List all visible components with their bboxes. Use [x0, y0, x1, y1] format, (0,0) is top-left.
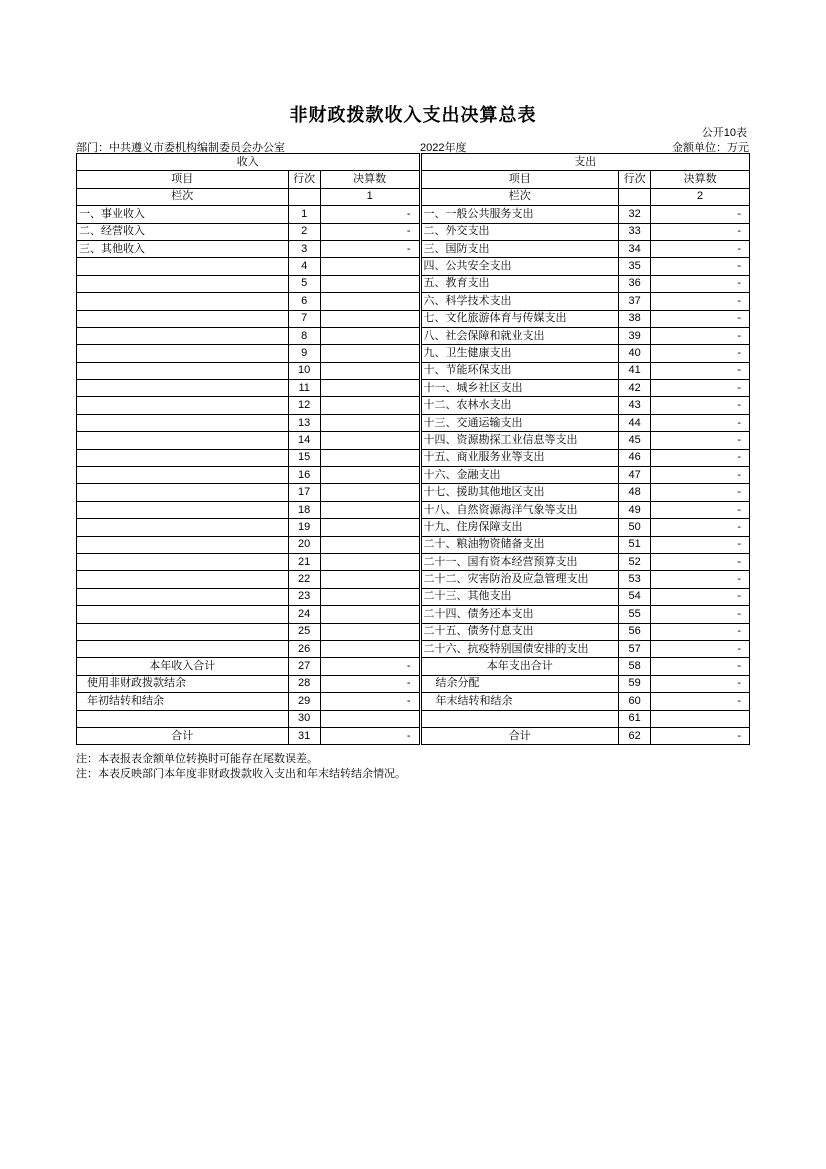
table-row: [77, 345, 750, 362]
table-row: [77, 310, 750, 327]
table-row: [77, 397, 750, 414]
meta-bar: [76, 139, 749, 153]
income-summary-item: 合计: [77, 727, 289, 744]
income-amount: [320, 640, 419, 657]
income-row-number: 17: [288, 484, 320, 501]
summary-row: [77, 710, 750, 727]
income-amount: -: [320, 693, 419, 710]
expense-rowno-header: 行次: [618, 171, 650, 188]
income-amount: -: [320, 206, 419, 223]
expense-row-number: 37: [618, 293, 650, 310]
income-amount: -: [320, 658, 419, 675]
expense-amount: -: [651, 380, 750, 397]
income-rowno-index: [288, 188, 320, 205]
expense-amount: -: [651, 623, 750, 640]
income-column-label: 栏次: [77, 188, 289, 205]
expense-row-number: 55: [618, 606, 650, 623]
table-row: [77, 606, 750, 623]
expense-row-number: 54: [618, 588, 650, 605]
expense-item: 一、一般公共服务支出: [421, 206, 618, 223]
expense-item: 九、卫生健康支出: [421, 345, 618, 362]
table-row: [77, 467, 750, 484]
income-row-number: 19: [288, 519, 320, 536]
expense-row-number: 32: [618, 206, 650, 223]
income-row-number: 12: [288, 397, 320, 414]
income-row-number: 5: [288, 275, 320, 292]
expense-row-number: 62: [618, 727, 650, 744]
expense-amount: -: [651, 640, 750, 657]
income-item: [77, 345, 289, 362]
notes: [76, 752, 406, 782]
expense-summary-item: 本年支出合计: [421, 658, 618, 675]
income-col-index: 1: [320, 188, 419, 205]
expense-amount: -: [651, 449, 750, 466]
expense-row-number: 38: [618, 310, 650, 327]
income-amount: [320, 362, 419, 379]
income-amount: -: [320, 223, 419, 240]
income-amount: [320, 501, 419, 518]
income-item: [77, 414, 289, 431]
income-row-number: 7: [288, 310, 320, 327]
income-row-number: 13: [288, 414, 320, 431]
expense-row-number: 59: [618, 675, 650, 692]
income-item: [77, 397, 289, 414]
income-row-number: 11: [288, 380, 320, 397]
income-row-number: 9: [288, 345, 320, 362]
income-item: [77, 588, 289, 605]
income-amount: [320, 484, 419, 501]
expense-item: 十二、农林水支出: [421, 397, 618, 414]
income-amount: [320, 467, 419, 484]
income-header: 收入: [77, 154, 420, 171]
income-item: [77, 571, 289, 588]
table-row: [77, 519, 750, 536]
table-row: [77, 293, 750, 310]
header-row-sections: [77, 154, 750, 171]
income-amount: [320, 588, 419, 605]
income-amount: [320, 327, 419, 344]
expense-item: 八、社会保障和就业支出: [421, 327, 618, 344]
income-amount: [320, 710, 419, 727]
table-row: [77, 449, 750, 466]
income-row-number: 28: [288, 675, 320, 692]
expense-item: 二十六、抗疫特别国债安排的支出: [421, 640, 618, 657]
expense-item: 十一、城乡社区支出: [421, 380, 618, 397]
income-amount: [320, 606, 419, 623]
expense-amount: [651, 710, 750, 727]
expense-amount: -: [651, 484, 750, 501]
income-amount: [320, 380, 419, 397]
table-row: [77, 432, 750, 449]
table-row: [77, 484, 750, 501]
expense-amount: -: [651, 536, 750, 553]
expense-amount: -: [651, 519, 750, 536]
income-row-number: 22: [288, 571, 320, 588]
income-row-number: 8: [288, 327, 320, 344]
expense-col-index: 2: [651, 188, 750, 205]
expense-row-number: 58: [618, 658, 650, 675]
income-row-number: 14: [288, 432, 320, 449]
expense-amount: -: [651, 414, 750, 431]
income-amount: -: [320, 727, 419, 744]
income-item: [77, 484, 289, 501]
income-amount: [320, 571, 419, 588]
expense-row-number: 56: [618, 623, 650, 640]
income-row-number: 24: [288, 606, 320, 623]
expense-amount: -: [651, 258, 750, 275]
income-item: [77, 501, 289, 518]
income-item: 三、其他收入: [77, 240, 289, 257]
expense-amount-header: 决算数: [651, 171, 750, 188]
income-row-number: 25: [288, 623, 320, 640]
expense-row-number: 47: [618, 467, 650, 484]
expense-row-number: 61: [618, 710, 650, 727]
table-row: [77, 571, 750, 588]
income-amount: [320, 623, 419, 640]
expense-row-number: 50: [618, 519, 650, 536]
income-row-number: 4: [288, 258, 320, 275]
income-item: [77, 362, 289, 379]
income-row-number: 29: [288, 693, 320, 710]
expense-row-number: 53: [618, 571, 650, 588]
income-amount: -: [320, 675, 419, 692]
expense-amount: -: [651, 275, 750, 292]
income-amount: [320, 553, 419, 570]
income-rowno-header: 行次: [288, 171, 320, 188]
income-item: 一、事业收入: [77, 206, 289, 223]
income-row-number: 31: [288, 727, 320, 744]
expense-amount: -: [651, 693, 750, 710]
expense-amount: -: [651, 658, 750, 675]
income-row-number: 1: [288, 206, 320, 223]
form-number: 公开10表: [701, 127, 747, 139]
income-row-number: 23: [288, 588, 320, 605]
expense-summary-item: 结余分配: [421, 675, 618, 692]
income-row-number: 3: [288, 240, 320, 257]
expense-item: 七、文化旅游体育与传媒支出: [421, 310, 618, 327]
expense-row-number: 51: [618, 536, 650, 553]
income-summary-item: 年初结转和结余: [77, 693, 289, 710]
expense-item: 十七、援助其他地区支出: [421, 484, 618, 501]
expense-summary-item: [421, 710, 618, 727]
note-line: 注：本表反映部门本年度非财政拨款收入支出和年末结转结余情况。: [76, 768, 406, 780]
expense-row-number: 45: [618, 432, 650, 449]
expense-row-number: 48: [618, 484, 650, 501]
expense-row-number: 49: [618, 501, 650, 518]
expense-item: 五、教育支出: [421, 275, 618, 292]
income-item: [77, 640, 289, 657]
expense-amount: -: [651, 606, 750, 623]
income-item: [77, 310, 289, 327]
income-amount-header: 决算数: [320, 171, 419, 188]
expense-row-number: 36: [618, 275, 650, 292]
income-summary-item: 本年收入合计: [77, 658, 289, 675]
expense-amount: -: [651, 327, 750, 344]
expense-row-number: 42: [618, 380, 650, 397]
income-amount: [320, 536, 419, 553]
income-item: [77, 449, 289, 466]
expense-amount: -: [651, 206, 750, 223]
income-item: 二、经营收入: [77, 223, 289, 240]
expense-summary-item: 合计: [421, 727, 618, 744]
expense-item: 十六、金融支出: [421, 467, 618, 484]
unit-label: 金额单位：万元: [672, 142, 749, 154]
expense-amount: -: [651, 467, 750, 484]
income-row-number: 15: [288, 449, 320, 466]
income-row-number: 10: [288, 362, 320, 379]
table-row: [77, 623, 750, 640]
income-row-number: 30: [288, 710, 320, 727]
table-row: [77, 536, 750, 553]
expense-item: 十八、自然资源海洋气象等支出: [421, 501, 618, 518]
expense-item: 四、公共安全支出: [421, 258, 618, 275]
expense-row-number: 57: [618, 640, 650, 657]
income-amount: [320, 519, 419, 536]
expense-row-number: 40: [618, 345, 650, 362]
expense-item: 二十二、灾害防治及应急管理支出: [421, 571, 618, 588]
expense-row-number: 35: [618, 258, 650, 275]
income-amount: [320, 397, 419, 414]
expense-amount: -: [651, 240, 750, 257]
income-item: [77, 536, 289, 553]
expense-rowno-index: [618, 188, 650, 205]
income-amount: -: [320, 240, 419, 257]
expense-amount: -: [651, 727, 750, 744]
summary-row: [77, 693, 750, 710]
expense-row-number: 52: [618, 553, 650, 570]
table-row: [77, 327, 750, 344]
expense-item: 二十一、国有资本经营预算支出: [421, 553, 618, 570]
header-row-column-index: [77, 188, 750, 205]
expense-item: 十五、商业服务业等支出: [421, 449, 618, 466]
expense-amount: -: [651, 345, 750, 362]
expense-item: 十四、资源勘探工业信息等支出: [421, 432, 618, 449]
summary-row: [77, 727, 750, 744]
income-item: [77, 553, 289, 570]
expense-item: 二、外交支出: [421, 223, 618, 240]
expense-amount: -: [651, 432, 750, 449]
note-line: 注：本表报表金额单位转换时可能存在尾数误差。: [76, 753, 318, 765]
income-amount: [320, 275, 419, 292]
summary-row: [77, 658, 750, 675]
expense-amount: -: [651, 293, 750, 310]
expense-row-number: 44: [618, 414, 650, 431]
expense-item: 二十五、债务付息支出: [421, 623, 618, 640]
expense-amount: -: [651, 223, 750, 240]
income-row-number: 26: [288, 640, 320, 657]
income-row-number: 21: [288, 553, 320, 570]
income-item: [77, 380, 289, 397]
income-item: [77, 293, 289, 310]
income-item: [77, 606, 289, 623]
expense-item-header: 项目: [421, 171, 618, 188]
header-row-columns: [77, 171, 750, 188]
year-label: 2022年度: [420, 142, 467, 154]
expense-item: 三、国防支出: [421, 240, 618, 257]
income-item: [77, 275, 289, 292]
income-row-number: 16: [288, 467, 320, 484]
expense-row-number: 33: [618, 223, 650, 240]
table-row: [77, 240, 750, 257]
expense-item: 十九、住房保障支出: [421, 519, 618, 536]
income-row-number: 20: [288, 536, 320, 553]
income-item: [77, 519, 289, 536]
expense-amount: -: [651, 553, 750, 570]
table-row: [77, 553, 750, 570]
income-row-number: 27: [288, 658, 320, 675]
income-amount: [320, 345, 419, 362]
table-row: [77, 588, 750, 605]
expense-row-number: 60: [618, 693, 650, 710]
expense-item: 六、科学技术支出: [421, 293, 618, 310]
department-label: 部门：中共遵义市委机构编制委员会办公室: [76, 142, 285, 154]
summary-row: [77, 675, 750, 692]
expense-amount: -: [651, 362, 750, 379]
income-item: [77, 258, 289, 275]
income-item: [77, 432, 289, 449]
income-row-number: 6: [288, 293, 320, 310]
income-item: [77, 327, 289, 344]
expense-amount: -: [651, 571, 750, 588]
income-summary-item: [77, 710, 289, 727]
expense-row-number: 46: [618, 449, 650, 466]
expense-amount: -: [651, 675, 750, 692]
table-row: [77, 275, 750, 292]
table-row: [77, 640, 750, 657]
table-row: [77, 223, 750, 240]
table-row: [77, 414, 750, 431]
income-item: [77, 623, 289, 640]
table-row: [77, 258, 750, 275]
income-item: [77, 467, 289, 484]
expense-header: 支出: [421, 154, 749, 171]
income-amount: [320, 293, 419, 310]
expense-row-number: 43: [618, 397, 650, 414]
expense-amount: -: [651, 397, 750, 414]
income-amount: [320, 432, 419, 449]
page-title: 非财政拨款收入支出决算总表: [289, 105, 537, 125]
expense-row-number: 41: [618, 362, 650, 379]
table-row: [77, 501, 750, 518]
income-amount: [320, 449, 419, 466]
income-item-header: 项目: [77, 171, 289, 188]
expense-item: 二十三、其他支出: [421, 588, 618, 605]
income-summary-item: 使用非财政拨款结余: [77, 675, 289, 692]
income-amount: [320, 258, 419, 275]
expense-row-number: 34: [618, 240, 650, 257]
expense-item: 十三、交通运输支出: [421, 414, 618, 431]
expense-row-number: 39: [618, 327, 650, 344]
expense-item: 二十、粮油物资储备支出: [421, 536, 618, 553]
expense-amount: -: [651, 310, 750, 327]
expense-column-label: 栏次: [421, 188, 618, 205]
income-amount: [320, 310, 419, 327]
table-row: [77, 206, 750, 223]
expense-amount: -: [651, 588, 750, 605]
expense-item: 十、节能环保支出: [421, 362, 618, 379]
budget-table: [76, 153, 750, 745]
table-row: [77, 362, 750, 379]
expense-item: 二十四、债务还本支出: [421, 606, 618, 623]
income-row-number: 2: [288, 223, 320, 240]
table-row: [77, 380, 750, 397]
income-amount: [320, 414, 419, 431]
expense-amount: -: [651, 501, 750, 518]
expense-summary-item: 年末结转和结余: [421, 693, 618, 710]
income-row-number: 18: [288, 501, 320, 518]
